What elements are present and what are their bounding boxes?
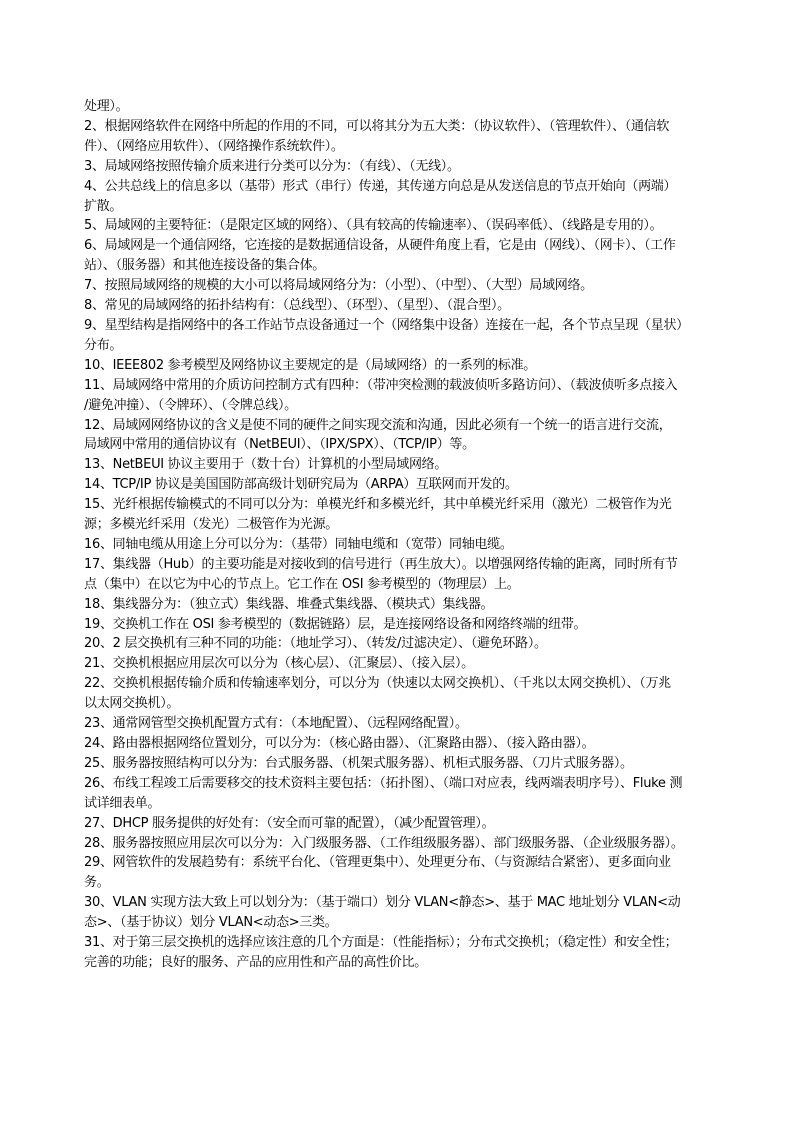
text-line: 试详细表单。 [84,795,161,811]
text-line: 9、星型结构是指网络中的各工作站节点设备通过一个（网络集中设备）连接在一起，各个节点呈现（星状） [84,317,689,333]
text-line: 26、布线工程竣工后需要移交的技术资料主要包括：（拓扑图）、（端口对应表，线两端表明序号）、Fluke 测 [84,775,683,791]
text-line: 务。 [84,875,110,891]
text-line: 处理）。 [84,99,129,114]
text-line: 局域网中常用的通信协议有（NetBEUI）、（IPX/SPX）、（TCP/IP）等。 [84,437,475,453]
text-line: 态>、（基于协议）划分 VLAN<动态>三类。 [84,915,338,931]
text-line: 3、局域网络按照传输介质来进行分类可以分为：（有线）、（无线）。 [84,158,460,174]
text-line: 源；多模光纤采用（发光）二极管作为光源。 [84,517,339,533]
text-line: 10、IEEE802 参考模型及网络协议主要规定的是（局域网络）的一系列的标准。 [84,357,536,373]
text-line: 30、VLAN 实现方法大致上可以划分为：（基于端口）划分 VLAN<静态>、基于 MAC 地址划分 VLAN<动 [84,895,681,911]
text-line: 8、常见的局域网络的拓扑结构有：（总线型）、（环型）、（星型）、（混合型）。 [84,298,510,314]
text-line: /避免冲撞）、（令牌环）、（令牌总线）。 [84,397,297,413]
text-line: 22、交换机根据传输介质和传输速率划分，可以分为（快速以太网交换机）、（千兆以太网交换机）、（万兆 [84,676,671,692]
text-line: 站）、（服务器）和其他连接设备的集合体。 [84,258,326,274]
text-line: 15、光纤根据传输模式的不同可以分为：单模光纤和多模光纤，其中单模光纤采用（激光）二极管作为光 [84,497,672,513]
text-line: 分布。 [84,337,123,353]
text-line: 6、局域网是一个通信网络，它连接的是数据通信设备，从硬件角度上看，它是由（网线）、（网卡）、（工作 [84,238,676,254]
text-line: 23、通常网管型交换机配置方式有：（本地配置）、（远程网络配置）。 [84,716,468,732]
text-line: 11、局域网络中常用的介质访问控制方式有四种：（带冲突检测的载波侦听多路访问）、（载波侦听多点接入 [84,377,678,393]
text-line: 点（集中）在以它为中心的节点上。它工作在 OSI 参考模型的（物理层）上。 [84,576,520,592]
text-line: 以太网交换机）。 [84,696,180,712]
text-line: 28、服务器按照应用层次可以分为：入门级服务器、（工作组级服务器）、部门级服务器、（企业级服务器）。 [84,835,684,851]
text-line: 31、对于第三层交换机的选择应该注意的几个方面是：（性能指标）；分布式交换机；（稳定性）和安全性； [84,935,678,951]
text-line: 25、服务器按照结构可以分为：台式服务器、（机架式服务器）、机柜式服务器、（刀片式服务器）。 [84,755,633,771]
text-line: 24、路由器根据网络位置划分，可以分为：（核心路由器）、（汇聚路由器）、（接入路由器）。 [84,736,595,751]
text-line: 21、交换机根据应用层次可以分为（核心层）、（汇聚层）、（接入层）。 [84,656,474,672]
text-line: 14、TCP/IP 协议是美国国防部高级计划研究局为（ARPA）互联网而开发的。 [84,477,518,493]
text-line: 5、局域网的主要特征：（是限定区域的网络）、（具有较高的传输速率）、（误码率低）、（线路是专用的）。 [84,218,663,234]
text-line: 7、按照局域网络的规模的大小可以将局域网络分为：（小型）、（中型）、（大型）局域网络。 [84,278,593,294]
text-line: 13、NetBEUI 协议主要用于（数十台）计算机的小型局域网络。 [84,457,448,473]
text-line: 19、交换机工作在 OSI 参考模型的（数据链路）层，是连接网络设备和网络终端的纽带。 [84,616,587,632]
text-line: 16、同轴电缆从用途上分可以分为：（基带）同轴电缆和（宽带）同轴电缆。 [84,536,513,552]
text-line: 29、网管软件的发展趋势有：系统平台化、（管理更集中）、处理更分布、（与资源结合紧密）、更多面向业 [84,855,671,871]
text-line: 20、2 层交换机有三种不同的功能：（地址学习）、（转发/过滤决定）、（避免环路）。 [84,636,547,652]
text-line: 扩散。 [84,198,123,214]
text-line: 17、集线器（Hub）的主要功能是对接收到的信号进行（再生放大）。以增强网络传输的距离，同时所有节 [84,556,678,572]
text-line: 27、DHCP 服务提供的好处有：（安全而可靠的配置），（减少配置管理）。 [84,815,495,831]
text-line: 12、局域网网络协议的含义是使不同的硬件之间实现交流和沟通，因此必须有一个统一的语言进行交流， [84,417,672,433]
text-line: 完善的功能；良好的服务、产品的应用性和产品的高性价比。 [84,954,427,970]
text-line: 4、公共总线上的信息多以（基带）形式（串行）传递，其传递方向总是从发送信息的节点开始向（两端） [84,178,677,194]
text-line: 2、根据网络软件在网络中所起的作用的不同，可以将其分为五大类：（协议软件）、（管理软件）、（通信软 [84,118,670,134]
text-line: 件）、（网络应用软件）、（网络操作系统软件）。 [84,138,344,154]
text-line: 18、集线器分为：（独立式）集线器、堆叠式集线器、（模块式）集线器。 [84,596,494,612]
document-body [84,97,730,973]
